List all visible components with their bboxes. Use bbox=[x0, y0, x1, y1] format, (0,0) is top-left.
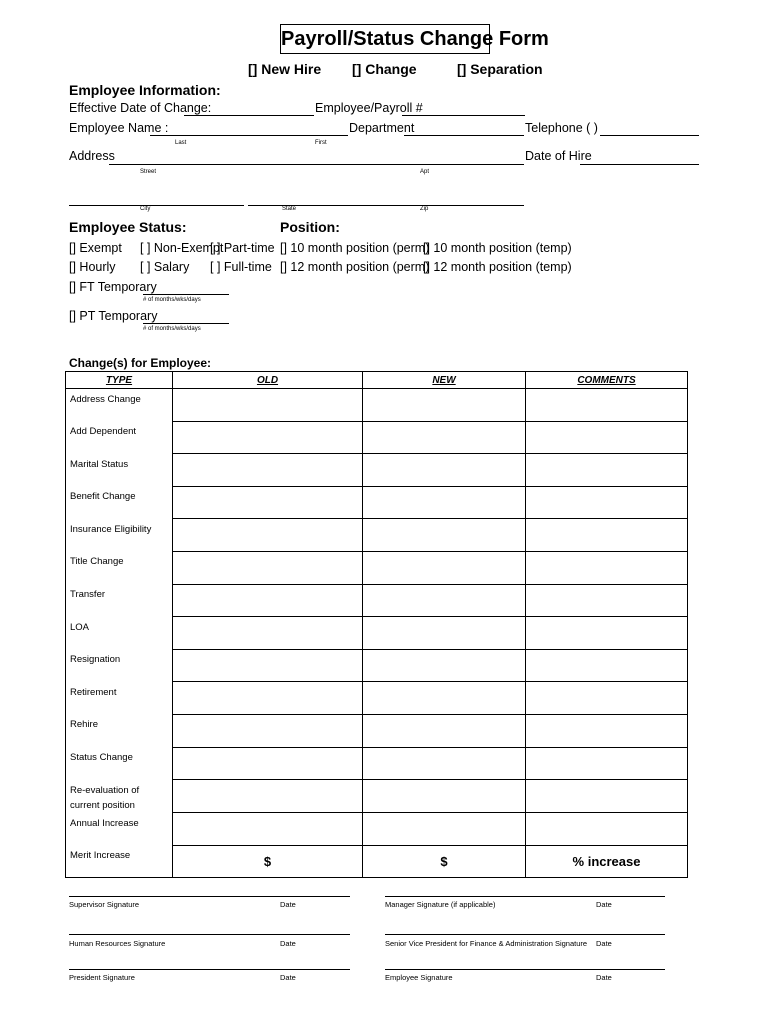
ft-duration-hint: # of months/wks/days bbox=[143, 297, 201, 303]
old-value-cell[interactable] bbox=[173, 747, 363, 780]
comments-cell[interactable] bbox=[526, 714, 688, 747]
change-type-cell: Title Change bbox=[66, 551, 173, 584]
old-value-cell[interactable] bbox=[173, 551, 363, 584]
old-value-cell[interactable] bbox=[173, 519, 363, 552]
supervisor-date-label: Date bbox=[280, 900, 296, 909]
employee-signature-label: Employee Signature bbox=[385, 973, 453, 982]
new-value-cell[interactable] bbox=[363, 486, 526, 519]
table-row bbox=[66, 682, 688, 715]
new-value-cell[interactable] bbox=[363, 780, 526, 813]
comments-cell[interactable] bbox=[526, 813, 688, 846]
change-type-cell: Merit Increase bbox=[66, 845, 173, 877]
changes-heading: Change(s) for Employee: bbox=[69, 356, 212, 370]
pt-duration-hint: # of months/wks/days bbox=[143, 326, 201, 332]
type-column-header: TYPE bbox=[66, 372, 173, 389]
last-name-hint: Last bbox=[175, 140, 187, 146]
comments-cell[interactable] bbox=[526, 682, 688, 715]
street-hint: Street bbox=[140, 169, 157, 175]
new-value-cell[interactable] bbox=[363, 551, 526, 584]
manager-signature-label: Manager Signature (if applicable) bbox=[385, 900, 496, 909]
table-row bbox=[66, 649, 688, 682]
date-of-hire-label: Date of Hire bbox=[525, 149, 592, 163]
president-date-label: Date bbox=[280, 973, 296, 982]
old-column-header: OLD bbox=[173, 372, 363, 389]
old-value-cell[interactable]: $ bbox=[173, 845, 363, 877]
effective-date-label: Effective Date of Change: bbox=[69, 101, 212, 115]
table-row bbox=[66, 519, 688, 552]
address-label: Address bbox=[69, 149, 115, 163]
change-type-cell: Benefit Change bbox=[66, 486, 173, 519]
new-value-cell[interactable] bbox=[363, 682, 526, 715]
employee-name-field[interactable] bbox=[150, 135, 348, 136]
twelve-month-temp-checkbox[interactable]: [] 12 month position (temp) bbox=[423, 260, 572, 274]
pt-temporary-duration-field[interactable] bbox=[143, 323, 229, 324]
city-hint: City bbox=[140, 206, 151, 212]
change-type-cell: Transfer bbox=[66, 584, 173, 617]
table-row bbox=[66, 780, 688, 813]
comments-cell[interactable] bbox=[526, 747, 688, 780]
change-checkbox[interactable]: [] Change bbox=[352, 61, 417, 77]
supervisor-signature-label: Supervisor Signature bbox=[69, 900, 140, 909]
table-row bbox=[66, 486, 688, 519]
comments-cell[interactable] bbox=[526, 551, 688, 584]
employee-date-label: Date bbox=[596, 973, 612, 982]
part-time-checkbox[interactable]: [ ] Part-time bbox=[210, 241, 275, 255]
svp-signature-label: Senior Vice President for Finance & Administration Signature bbox=[385, 939, 588, 948]
comments-cell[interactable] bbox=[526, 649, 688, 682]
new-value-cell[interactable]: $ bbox=[363, 845, 526, 877]
hr-signature-line[interactable] bbox=[69, 934, 350, 935]
comments-cell[interactable] bbox=[526, 389, 688, 422]
change-type-cell: Retirement bbox=[66, 682, 173, 715]
ten-month-perm-checkbox[interactable]: [] 10 month position (perm) bbox=[280, 241, 430, 255]
manager-date-label: Date bbox=[596, 900, 612, 909]
ft-temporary-checkbox[interactable]: [] FT Temporary bbox=[69, 280, 157, 294]
table-row bbox=[66, 617, 688, 650]
old-value-cell[interactable] bbox=[173, 454, 363, 487]
telephone-label: Telephone ( ) bbox=[525, 121, 598, 135]
new-value-cell[interactable] bbox=[363, 649, 526, 682]
zip-hint: Zip bbox=[420, 206, 429, 212]
change-type-cell: Marital Status bbox=[66, 454, 173, 487]
table-row bbox=[66, 845, 688, 877]
old-value-cell[interactable] bbox=[173, 813, 363, 846]
table-row bbox=[66, 747, 688, 780]
non-exempt-checkbox[interactable]: [ ] Non-Exempt bbox=[140, 241, 224, 255]
old-value-cell[interactable] bbox=[173, 421, 363, 454]
comments-cell[interactable] bbox=[526, 421, 688, 454]
change-type-cell: Status Change bbox=[66, 747, 173, 780]
new-value-cell[interactable] bbox=[363, 519, 526, 552]
employee-name-label: Employee Name : bbox=[69, 121, 169, 135]
city-field[interactable] bbox=[69, 205, 244, 206]
new-value-cell[interactable] bbox=[363, 813, 526, 846]
twelve-month-perm-checkbox[interactable]: [] 12 month position (perm) bbox=[280, 260, 430, 274]
old-value-cell[interactable] bbox=[173, 780, 363, 813]
new-value-cell[interactable] bbox=[363, 714, 526, 747]
state-hint: State bbox=[282, 206, 297, 212]
old-value-cell[interactable] bbox=[173, 584, 363, 617]
ft-temporary-duration-field[interactable] bbox=[143, 294, 229, 295]
table-row bbox=[66, 584, 688, 617]
new-value-cell[interactable] bbox=[363, 389, 526, 422]
change-type-cell: Address Change bbox=[66, 389, 173, 422]
new-hire-checkbox[interactable]: [] New Hire bbox=[248, 61, 322, 77]
department-field[interactable] bbox=[404, 135, 524, 136]
table-row bbox=[66, 421, 688, 454]
effective-date-field[interactable] bbox=[184, 115, 314, 116]
address-field[interactable] bbox=[109, 164, 524, 165]
page-title: Payroll/Status Change Form bbox=[280, 24, 490, 54]
supervisor-signature-line[interactable] bbox=[69, 896, 350, 897]
hr-date-label: Date bbox=[280, 939, 296, 948]
old-value-cell[interactable] bbox=[173, 389, 363, 422]
old-value-cell[interactable] bbox=[173, 617, 363, 650]
comments-column-header: COMMENTS bbox=[526, 372, 688, 389]
change-type-cell: Resignation bbox=[66, 649, 173, 682]
hr-signature-label: Human Resources Signature bbox=[69, 939, 166, 948]
change-type-cell: Add Dependent bbox=[66, 421, 173, 454]
comments-cell[interactable]: % increase bbox=[526, 845, 688, 877]
svp-date-label: Date bbox=[596, 939, 612, 948]
employee-info-heading: Employee Information: bbox=[69, 82, 221, 98]
change-type-cell: Annual Increase bbox=[66, 813, 173, 846]
change-type-cell: Insurance Eligibility bbox=[66, 519, 173, 552]
president-signature-label: President Signature bbox=[69, 973, 135, 982]
new-value-cell[interactable] bbox=[363, 454, 526, 487]
new-value-cell[interactable] bbox=[363, 747, 526, 780]
full-time-checkbox[interactable]: [ ] Full-time bbox=[210, 260, 272, 274]
comments-cell[interactable] bbox=[526, 584, 688, 617]
pt-temporary-checkbox[interactable]: [] PT Temporary bbox=[69, 309, 158, 323]
comments-cell[interactable] bbox=[526, 780, 688, 813]
table-row bbox=[66, 714, 688, 747]
employee-status-heading: Employee Status: bbox=[69, 219, 187, 235]
hourly-checkbox[interactable]: [] Hourly bbox=[69, 260, 116, 274]
telephone-field[interactable] bbox=[600, 135, 699, 136]
apt-hint: Apt bbox=[420, 169, 430, 175]
change-type-cell: Re-evaluation of current position bbox=[66, 780, 173, 813]
table-row bbox=[66, 551, 688, 584]
position-heading: Position: bbox=[280, 219, 340, 235]
new-column-header: NEW bbox=[363, 372, 526, 389]
date-of-hire-field[interactable] bbox=[580, 164, 699, 165]
comments-cell[interactable] bbox=[526, 486, 688, 519]
exempt-checkbox[interactable]: [] Exempt bbox=[69, 241, 122, 255]
table-row bbox=[66, 454, 688, 487]
old-value-cell[interactable] bbox=[173, 486, 363, 519]
table-row bbox=[66, 813, 688, 846]
president-signature-line[interactable] bbox=[69, 969, 350, 970]
comments-cell[interactable] bbox=[526, 617, 688, 650]
changes-table bbox=[65, 371, 688, 878]
employee-payroll-label: Employee/Payroll # bbox=[315, 101, 423, 115]
new-value-cell[interactable] bbox=[363, 617, 526, 650]
new-value-cell[interactable] bbox=[363, 421, 526, 454]
svp-signature-line[interactable] bbox=[385, 934, 665, 935]
old-value-cell[interactable] bbox=[173, 714, 363, 747]
ten-month-temp-checkbox[interactable]: [] 10 month position (temp) bbox=[423, 241, 572, 255]
change-type-cell: Rehire bbox=[66, 714, 173, 747]
department-label: Department bbox=[349, 121, 415, 135]
old-value-cell[interactable] bbox=[173, 682, 363, 715]
manager-signature-line[interactable] bbox=[385, 896, 665, 897]
table-row bbox=[66, 389, 688, 422]
comments-cell[interactable] bbox=[526, 454, 688, 487]
employee-signature-line[interactable] bbox=[385, 969, 665, 970]
comments-cell[interactable] bbox=[526, 519, 688, 552]
salary-checkbox[interactable]: [ ] Salary bbox=[140, 260, 190, 274]
old-value-cell[interactable] bbox=[173, 649, 363, 682]
separation-checkbox[interactable]: [] Separation bbox=[457, 61, 543, 77]
new-value-cell[interactable] bbox=[363, 584, 526, 617]
first-name-hint: First bbox=[315, 140, 327, 146]
employee-payroll-field[interactable] bbox=[402, 115, 525, 116]
change-type-cell: LOA bbox=[66, 617, 173, 650]
